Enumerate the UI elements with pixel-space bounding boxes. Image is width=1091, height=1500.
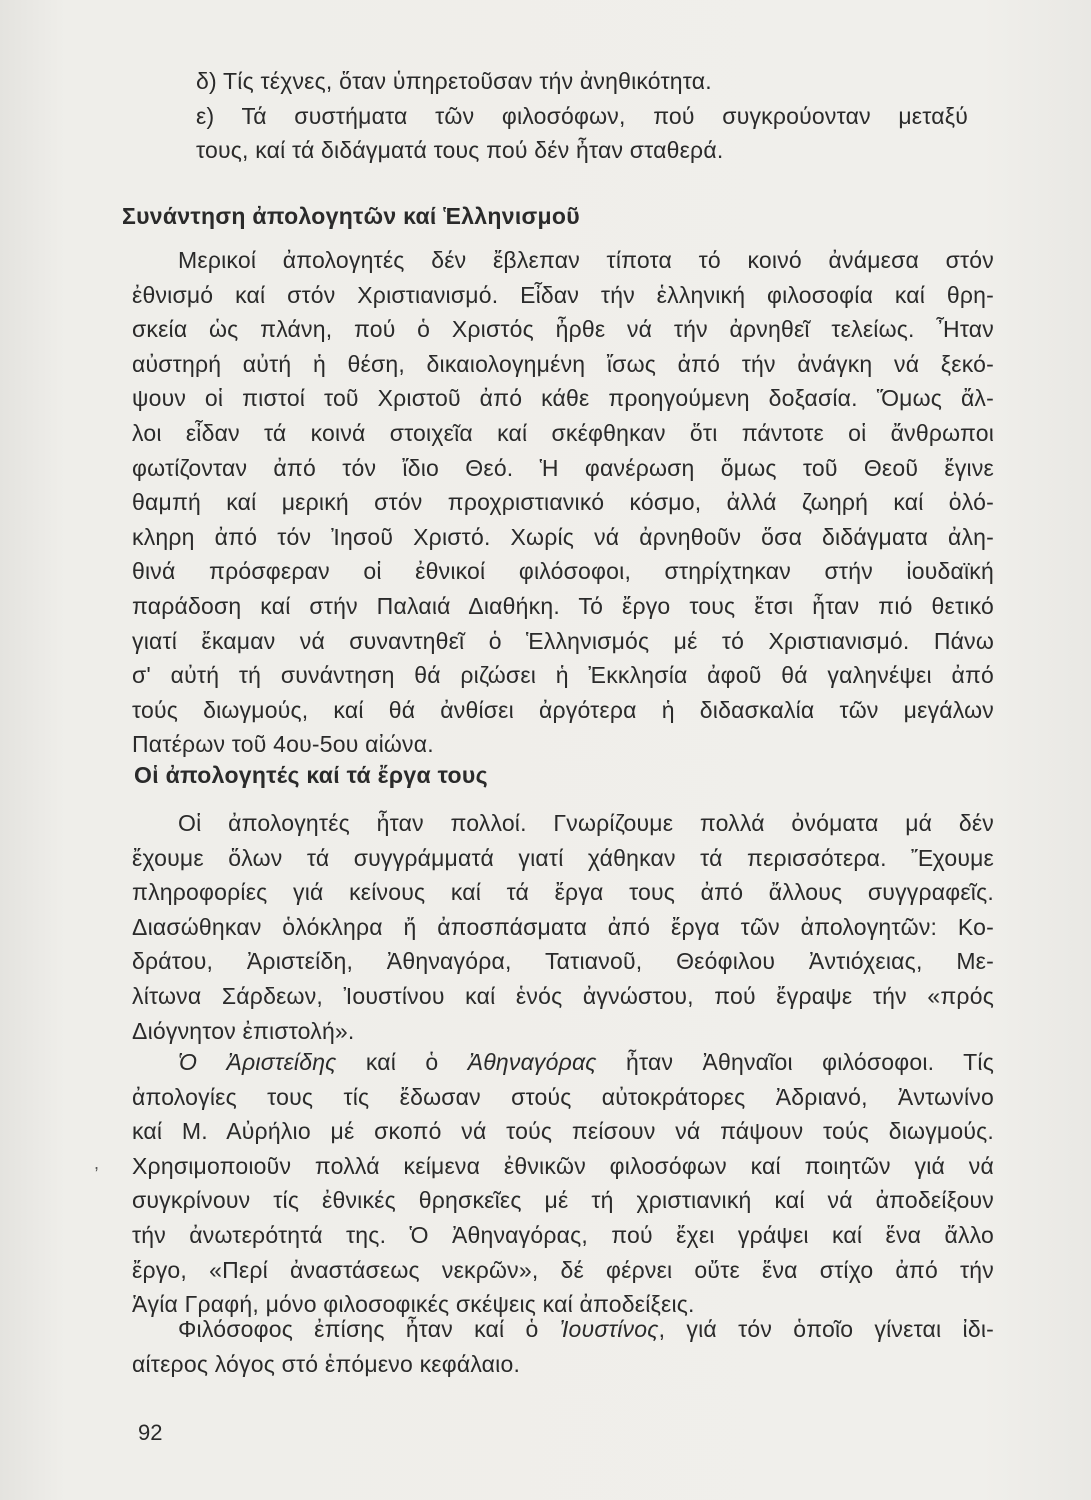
section4-first-line [132,1312,994,1347]
text-line: Οἱ ἀπολογητές ἦταν πολλοί. Γνωρίζουμε πολλά ὀνόματα μά δέν [178,810,994,836]
text-line: ἔχουμε ὅλων τά συγγράμματά γιατί χάθηκαν τά περισσότερα. Ἔχουμε [132,844,994,871]
text-line: αὐστηρή αὐτή ἡ θέση, δικαιολογημένη ἴσως ἀπό τήν ἀνάγκη νά ξεκό- [132,350,994,377]
list-block [196,64,968,168]
text-line: λοι εἶδαν τά κοινά στοιχεῖα καί σκέφθηκαν ὅτι πάντοτε οἱ ἄνθρωποι [132,419,994,446]
text-line: Διόγνητον ἐπιστολή». [132,1017,355,1044]
name-aristeides: Ὁ Ἀριστείδης [178,1049,337,1075]
text-fragment: , γιά τόν ὁποῖο γίνεται ἰδι- [658,1316,994,1342]
text-line: ψουν οἱ πιστοί τοῦ Χριστοῦ ἀπό κάθε προηγούμενη δοξασία. Ὅμως ἄλ- [132,385,994,412]
text-line: παράδοση καί στήν Παλαιά Διαθήκη. Τό ἔργο τους ἔτσι ἦταν πιό θετικό [132,592,994,619]
text-line: κληρη ἀπό τόν Ἰησοῦ Χριστό. Χωρίς νά ἀρνηθοῦν ὅσα διδάγματα ἀλη- [132,523,994,550]
section-heading-1: Συνάντηση ἀπολογητῶν καί Ἑλληνισμοῦ [122,203,580,229]
text-line: ἀπολογίες τους τίς ἔδωσαν στούς αὐτοκράτορες Ἀδριανό, Ἀντωνίνο [132,1083,994,1110]
text-line: καί Μ. Αὐρήλιο μέ σκοπό νά τούς πείσουν νά πάψουν τούς διωγμούς. [132,1118,994,1145]
text-line: Ἁγία Γραφή, μόνο φιλοσοφικές σκέψεις καί ἀποδείξεις. [132,1291,695,1318]
text-line: γιατί ἔκαμαν νά συναντηθεῖ ὁ Ἑλληνισμός μέ τό Χριστιανισμό. Πάνω [132,627,994,654]
text-line: Διασώθηκαν ὁλόκληρα ἤ ἀποσπάσματα ἀπό ἔργα τῶν ἀπολογητῶν: Κο- [132,913,994,940]
text-line: Χρησιμοποιοῦν πολλά κείμενα ἐθνικῶν φιλοσόφων καί ποιητῶν γιά νά [132,1152,994,1179]
text-line: λίτωνα Σάρδεων, Ἰουστίνου καί ἑνός ἀγνώστου, πού ἔγραψε τήν «πρός [132,982,994,1009]
text-line: τούς διωγμούς, καί θά ἀνθίσει ἀργότερα ἡ διδασκαλία τῶν μεγάλων [132,696,994,723]
text-fragment: ἦταν Ἀθηναῖοι φιλόσοφοι. Τίς [596,1049,994,1075]
text-line: θινά πρόσφεραν οἱ ἐθνικοί φιλόσοφοι, στηρίχτηκαν στήν ἰουδαϊκή [132,558,994,585]
list-item-e: ε) Τά συστήματα τῶν φιλοσόφων, πού συγκρούονταν μεταξύ [196,102,968,129]
list-item-e-cont: τους, καί τά διδάγματά τους πού δέν ἦταν σταθερά. [196,137,724,164]
text-fragment: καί ὁ [336,1049,468,1075]
section-heading-2: Οἱ ἀπολογητές καί τά ἔργα τους [134,762,488,788]
text-line: θαμπή καί μερική στόν προχριστιανικό κόσμο, ἀλλά ζωηρή καί ὁλό- [132,489,994,516]
section2-paragraph [132,806,994,1048]
name-ioustinos: Ἰουστίνος [559,1316,659,1342]
text-line: σ' αὐτή τή συνάντηση θά ριζώσει ἡ Ἐκκλησία ἀφοῦ θά γαληνέψει ἀπό [132,662,994,689]
text-line: συγκρίνουν τίς ἐθνικές θρησκεῖες μέ τή χριστιανική καί νά ἀποδείξουν [132,1187,994,1214]
text-fragment: Φιλόσοφος ἐπίσης ἦταν καί ὁ [178,1316,560,1342]
text-line: δράτου, Ἀριστείδη, Ἀθηναγόρα, Τατιανοῦ, Θεόφιλου Ἀντιόχειας, Με- [132,948,994,975]
list-item-d: δ) Τίς τέχνες, ὅταν ὑπηρετοῦσαν τήν ἀνηθικότητα. [196,68,712,94]
text-line: ἔργο, «Περί ἀναστάσεως νεκρῶν», δέ φέρνει οὔτε ἕνα στίχο ἀπό τήν [132,1256,994,1283]
text-line: πληροφορίες γιά κείνους καί τά ἔργα τους ἀπό ἄλλους συγγραφεῖς. [132,879,994,906]
text-line: Πατέρων τοῦ 4ου-5ου αἰώνα. [132,731,434,758]
section3-paragraph [132,1045,994,1322]
page-number: 92 [138,1420,163,1445]
text-line: τήν ἀνωτερότητά της. Ὁ Ἀθηναγόρας, πού ἔχει γράψει καί ἕνα ἄλλο [132,1221,994,1248]
name-athenagoras: Ἀθηναγόρας [467,1049,597,1075]
text-line: ἐθνισμό καί στόν Χριστιανισμό. Εἶδαν τήν ἑλληνική φιλοσοφία καί θρη- [132,281,994,308]
text-line: σκεία ὡς πλάνη, πού ὁ Χριστός ἦρθε νά τήν ἀρνηθεῖ τελείως. Ἦταν [132,316,994,343]
text-line: φωτίζονταν ἀπό τόν ἴδιο Θεό. Ἡ φανέρωση ὅμως τοῦ Θεοῦ ἔγινε [132,454,994,481]
section4-paragraph [132,1312,994,1381]
margin-mark: , [94,1153,100,1173]
section3-first-line [132,1045,994,1080]
section1-paragraph [132,243,994,762]
text-line: Μερικοί ἀπολογητές δέν ἔβλεπαν τίποτα τό κοινό ἀνάμεσα στόν [178,247,994,273]
section4-last-line: αίτερος λόγος στό ἑπόμενο κεφάλαιο. [132,1350,521,1377]
